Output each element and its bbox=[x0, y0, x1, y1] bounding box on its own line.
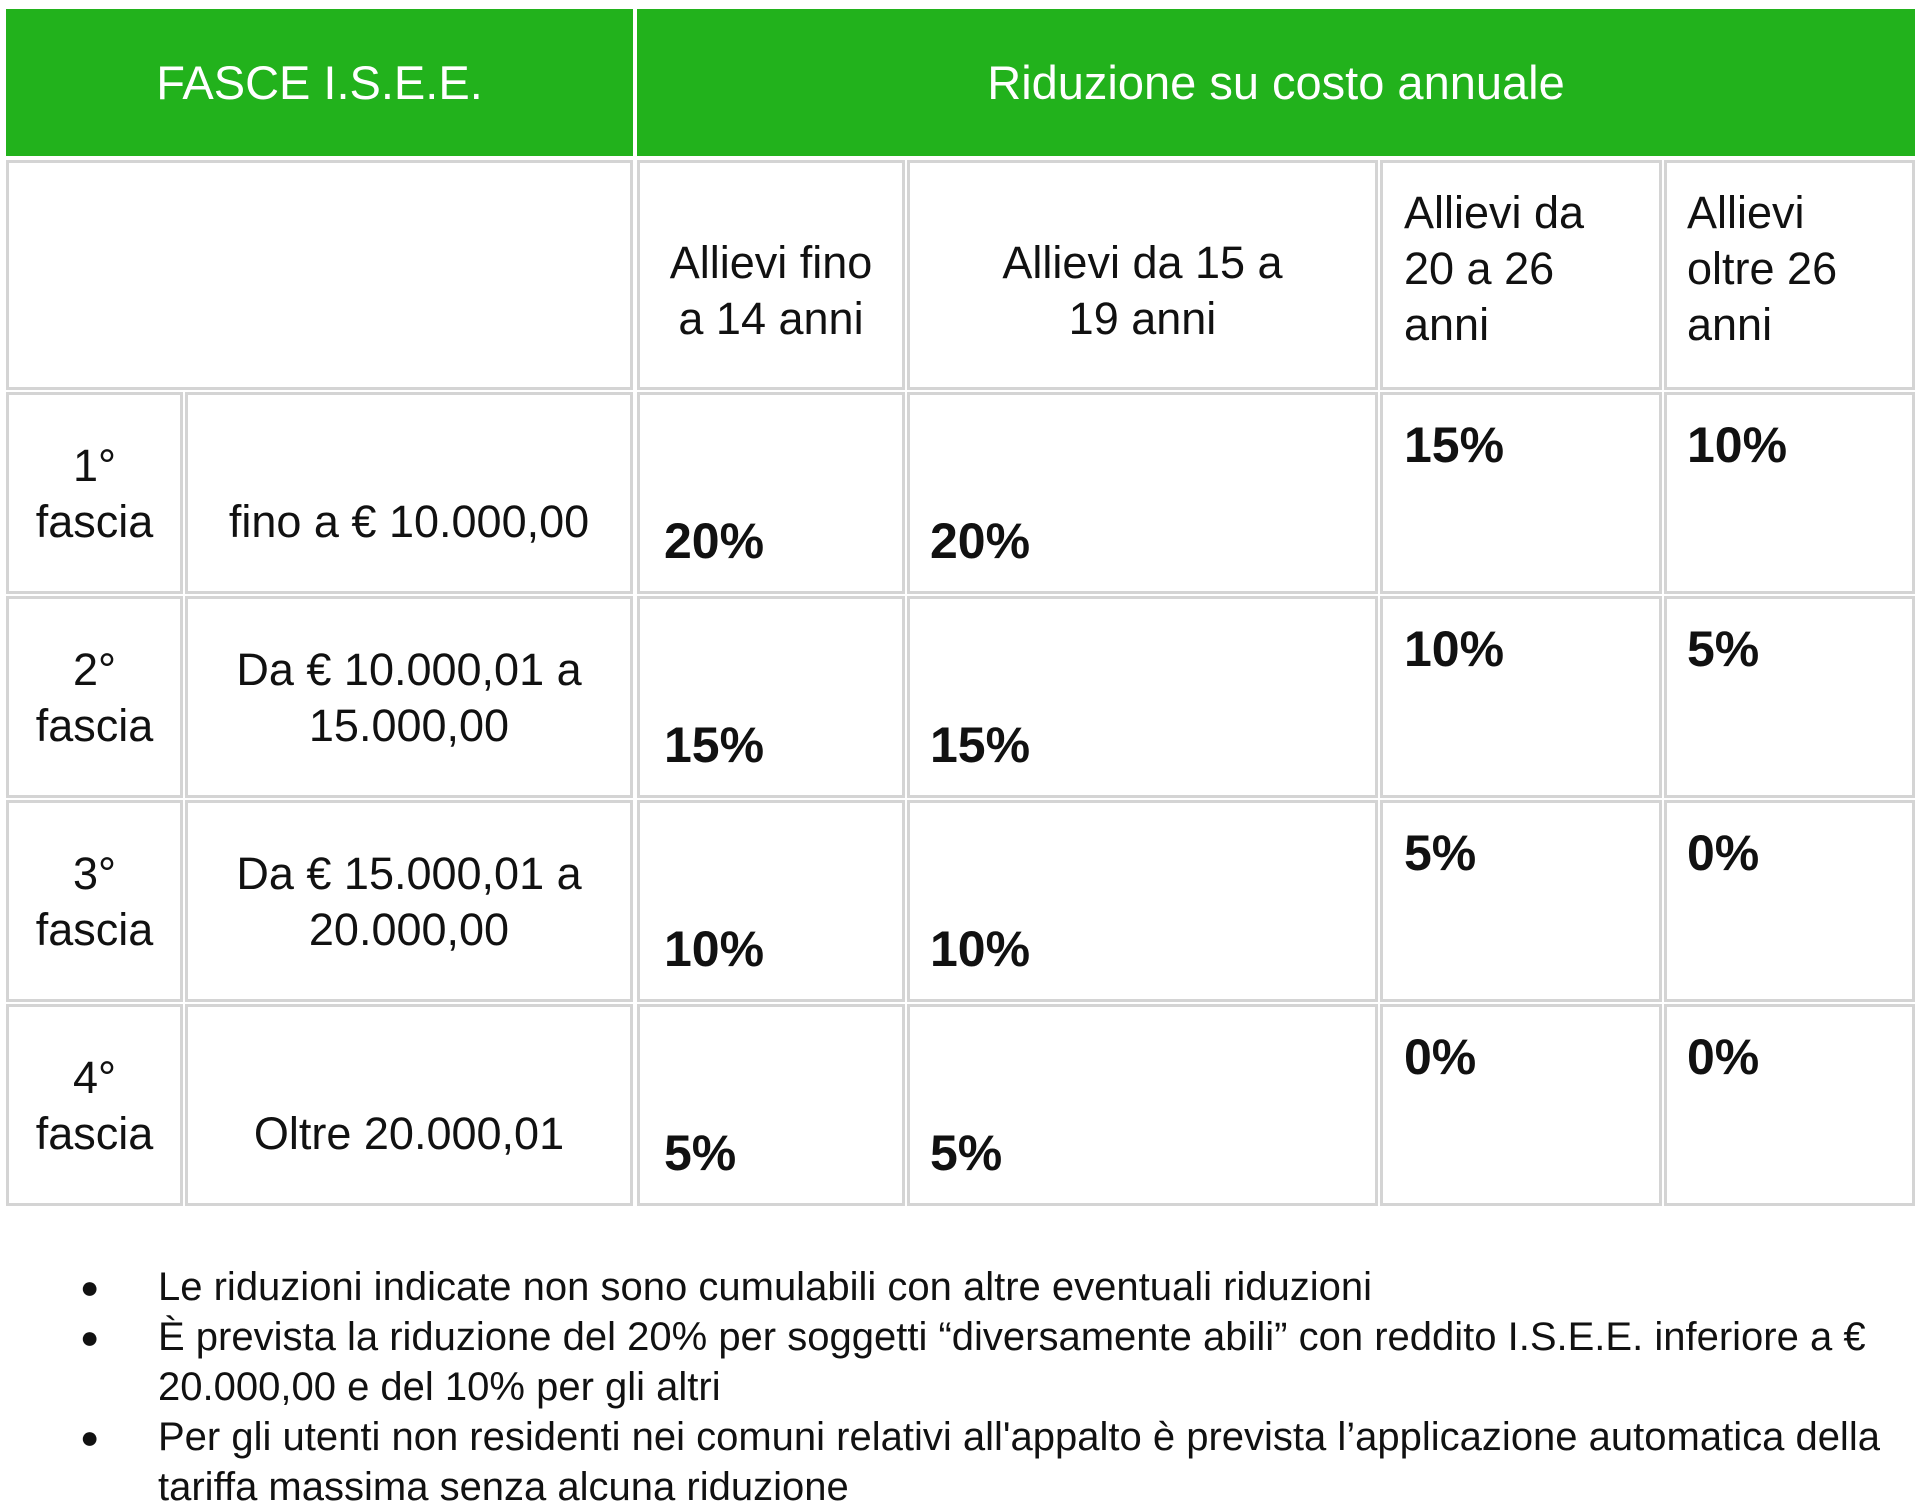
reduction-value: 5% bbox=[664, 1125, 737, 1181]
reduction-cell bbox=[637, 1004, 905, 1206]
reduction-value: 20% bbox=[930, 513, 1031, 569]
income-range: Da € 15.000,01 a 20.000,00 bbox=[236, 848, 582, 955]
income-range: Oltre 20.000,01 bbox=[253, 1108, 565, 1159]
age-group-header bbox=[1664, 160, 1915, 390]
reduction-value: 10% bbox=[1404, 621, 1505, 677]
age-group-header bbox=[907, 160, 1378, 390]
reduction-value: 10% bbox=[664, 921, 765, 977]
reduction-cell bbox=[1664, 800, 1915, 1002]
age-group-label: Allievi da 15 a 19 anni bbox=[1002, 237, 1283, 344]
reduction-cell bbox=[1380, 392, 1662, 594]
list-item bbox=[80, 1312, 1900, 1412]
table-row-range-cell bbox=[185, 800, 633, 1002]
age-group-header bbox=[1380, 160, 1662, 390]
reduction-value: 5% bbox=[1404, 825, 1477, 881]
table-row-band-cell bbox=[6, 392, 183, 594]
reduction-value: 5% bbox=[1687, 621, 1760, 677]
reduction-cell bbox=[637, 392, 905, 594]
income-range: fino a € 10.000,00 bbox=[228, 496, 590, 547]
age-group-label: Allievi fino a 14 anni bbox=[669, 237, 873, 344]
reduction-value: 15% bbox=[1404, 417, 1505, 473]
income-range: Da € 10.000,01 a 15.000,00 bbox=[236, 644, 582, 751]
table-row-range-cell bbox=[185, 392, 633, 594]
reduction-cell bbox=[637, 800, 905, 1002]
empty-corner-cell bbox=[6, 160, 633, 390]
band-number: 2° bbox=[72, 644, 117, 695]
age-group-label: Allievi oltre 26 anni bbox=[1687, 187, 1838, 350]
list-item bbox=[80, 1412, 1900, 1512]
reduction-value: 0% bbox=[1687, 825, 1760, 881]
reduction-cell bbox=[1664, 392, 1915, 594]
bullet-icon: ● bbox=[80, 1319, 100, 1355]
bullet-icon: ● bbox=[80, 1269, 100, 1305]
reduction-cell bbox=[1664, 1004, 1915, 1206]
reduction-cell bbox=[907, 596, 1378, 798]
table-row-band-cell bbox=[6, 800, 183, 1002]
reduction-cell bbox=[907, 800, 1378, 1002]
table-row-band-cell bbox=[6, 1004, 183, 1206]
notes-list bbox=[80, 1262, 1900, 1512]
reduction-value: 0% bbox=[1687, 1029, 1760, 1085]
age-group-label: Allievi da 20 a 26 anni bbox=[1404, 187, 1585, 350]
table-row-band-cell bbox=[6, 596, 183, 798]
reduction-cell bbox=[1664, 596, 1915, 798]
reduction-value: 15% bbox=[664, 717, 765, 773]
band-number: 4° bbox=[72, 1052, 117, 1103]
reduction-value: 20% bbox=[664, 513, 765, 569]
band-word: fascia bbox=[35, 1108, 154, 1159]
header-isee-bands bbox=[6, 9, 633, 156]
header-isee-label: FASCE I.S.E.E. bbox=[156, 56, 483, 109]
age-group-header bbox=[637, 160, 905, 390]
band-word: fascia bbox=[35, 700, 154, 751]
reduction-cell bbox=[907, 1004, 1378, 1206]
band-number: 1° bbox=[72, 440, 117, 491]
reduction-value: 15% bbox=[930, 717, 1031, 773]
table-row-range-cell bbox=[185, 1004, 633, 1206]
band-word: fascia bbox=[35, 904, 154, 955]
note-text: Per gli utenti non residenti nei comuni relativi all'appalto è prevista l’applicazione automatica della tariffa massima senza alcuna riduzione bbox=[158, 1415, 1880, 1509]
reduction-value: 5% bbox=[930, 1125, 1003, 1181]
note-text: Le riduzioni indicate non sono cumulabili con altre eventuali riduzioni bbox=[158, 1265, 1373, 1309]
reduction-cell bbox=[1380, 596, 1662, 798]
reduction-value: 10% bbox=[930, 921, 1031, 977]
reduction-cell bbox=[907, 392, 1378, 594]
reduction-cell bbox=[1380, 800, 1662, 1002]
band-word: fascia bbox=[35, 496, 154, 547]
list-item bbox=[80, 1262, 1900, 1312]
reduction-value: 10% bbox=[1687, 417, 1788, 473]
header-reduction-label: Riduzione su costo annuale bbox=[987, 56, 1565, 109]
reduction-cell bbox=[637, 596, 905, 798]
note-text: È prevista la riduzione del 20% per soggetti “diversamente abili” con reddito I.S.E.E. inferiore a € 20.000,00 e del 10% per gli altri bbox=[158, 1315, 1866, 1409]
bullet-icon: ● bbox=[80, 1419, 100, 1455]
band-number: 3° bbox=[72, 848, 117, 899]
table-row-range-cell bbox=[185, 596, 633, 798]
header-annual-reduction bbox=[637, 9, 1915, 156]
reduction-cell bbox=[1380, 1004, 1662, 1206]
reduction-value: 0% bbox=[1404, 1029, 1477, 1085]
